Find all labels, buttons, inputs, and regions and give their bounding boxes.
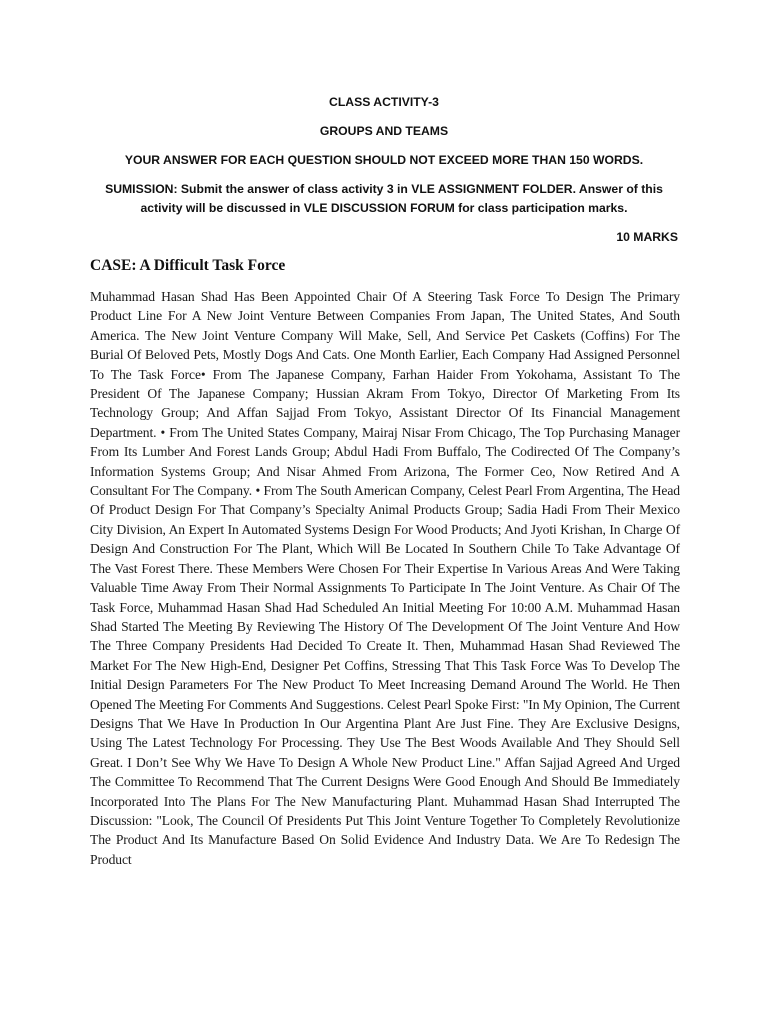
- case-body: [90, 287, 680, 869]
- marks-label: 10 MARKS: [616, 230, 678, 244]
- case-heading: CASE: A Difficult Task Force: [90, 257, 286, 274]
- case-paragraph: Muhammad Hasan Shad Has Been Appointed Chair Of A Steering Task Force To Design The Primary Product Line For A New Joint Venture Between Companies From Japan, The United States, And South America. The New Joint Venture Company Will Make, Sell, And Service Pet Caskets (Coffins) For The Burial Of Beloved Pets, Mostly Dogs And Cats. One Month Earlier, Each Company Had Assigned Personnel To The Task Force• From The Japanese Company, Farhan Haider From Yokohama, Assistant To The President Of The Japanese Company; Hussian Akram From Tokyo, Director Of Marketing From Its Technology Group; And Affan Sajjad From Tokyo, Assistant Director Of Its Financial Management Department. • From The United States Company, Mairaj Nisar From Chicago, The Top Purchasing Manager From Its Lumber And Forest Lands Group; Abdul Hadi From Buffalo, The Codirected Of The Company’s Information Systems Group; And Nisar Ahmed From Arizona, The Former Ceo, Now Retired And A Consultant For The Company. • From The South American Company, Celest Pearl From Argentina, The Head Of Product Design For That Company’s Specialty Animal Products Group; Sadia Hadi From Their Mexico City Division, An Expert In Automated Systems Design For Wood Products; And Jyoti Krishan, In Charge Of Design And Construction For The Plant, Which Will Be Located In Southern Chile To Take Advantage Of The Vast Forest There. These Members Were Chosen For Their Expertise In Various Areas And Were Taking Valuable Time Away From Their Normal Assignments To Participate In The Joint Venture. As Chair Of The Task Force, Muhammad Hasan Shad Had Scheduled An Initial Meeting For 10:00 A.M. Muhammad Hasan Shad Started The Meeting By Reviewing The History Of The Development Of The Joint Venture And How The Three Company Presidents Had Decided To Create It. Then, Muhammad Hasan Shad Reviewed The Market For The New High-End, Designer Pet Coffins, Stressing That This Task Force Was To Develop The Initial Design Parameters For The New Product To Meet Increasing Demand Around The World. He Then Opened The Meeting For Comments And Suggestions. Celest Pearl Spoke First: "In My Opinion, The Current Designs That We Have In Production In Our Argentina Plant Are Just Fine. They Are Exclusive Designs, Using The Latest Technology For Processing. They Use The Best Woods Available And They Should Sell Great. I Don’t See Why We Have To Design A Whole New Product Line." Affan Sajjad Agreed And Urged The Committee To Recommend That The Current Designs Were Good Enough And Should Be Immediately Incorporated Into The Plans For The New Manufacturing Plant. Muhammad Hasan Shad Interrupted The Discussion: "Look, The Council Of Presidents Put This Joint Venture Together To Completely Revolutionize The Product And Its Manufacture Based On Solid Evidence And Industry Data. We Are To Redesign The Product: [90, 289, 680, 867]
- activity-title: CLASS ACTIVITY-3: [329, 95, 439, 109]
- word-limit-instruction: YOUR ANSWER FOR EACH QUESTION SHOULD NOT EXCEED MORE THAN 150 WORDS.: [124, 153, 644, 167]
- submission-instruction: SUMISSION: Submit the answer of class activity 3 in VLE ASSIGNMENT FOLDER. Answer of this activity will be discussed in VLE DISCUSSION FORUM for class participation marks.: [105, 182, 663, 215]
- activity-subtitle: GROUPS AND TEAMS: [319, 124, 449, 138]
